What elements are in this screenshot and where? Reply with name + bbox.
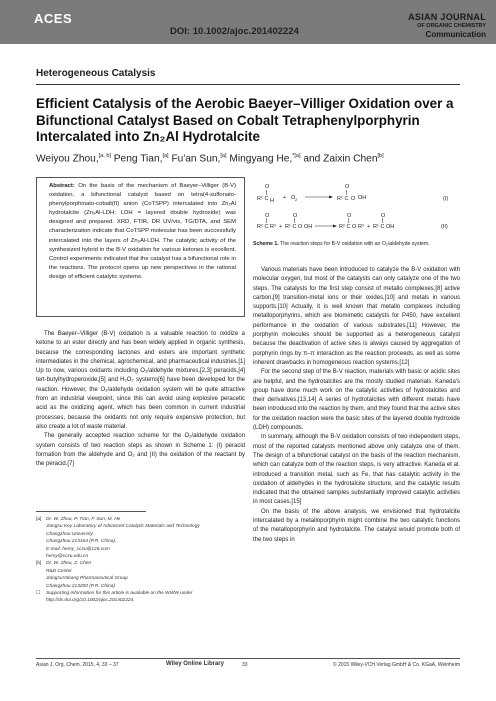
body-paragraph: Various materials have been introduced to catalyze the B-V oxidation with molecular oxygen, but most of the catalysts can only catalyze one of the two steps. The catalysts for the first step consist of metallo complexes,[8] active carbon,[9] transition-metal ions or their oxides,[10] and metals in various supports.[10] Actually, it is well known that metallo complexes including metalloporphyrins, which are biomimetic catalysts for P450, have excellent performance in the oxidation of various substrates.[11] However, the porphyrin molecules should be supported as a heterogeneous catalyst because the deactivation of active sites is always caused by aggregation of porphyrin rings by π–π interaction as the reaction proceeds, as well as some inherent drawbacks in homogeneous reaction systems.[12] bbox=[253, 267, 460, 366]
svg-text:C: C bbox=[264, 224, 269, 230]
affiliation-line: Dr. W. Zhou, P. Tian, F. Sun, M. He bbox=[46, 517, 121, 522]
author-list bbox=[36, 150, 466, 165]
svg-text:R¹: R¹ bbox=[257, 196, 263, 202]
author-name: Fu'an Sun, bbox=[171, 153, 221, 165]
author-name: and Zaixin Chen bbox=[303, 153, 378, 165]
article-type: Communication bbox=[425, 30, 486, 39]
svg-text:R¹: R¹ bbox=[373, 224, 379, 230]
abstract-label: Abstract: bbox=[49, 183, 75, 189]
journal-logo bbox=[408, 12, 486, 39]
wiley-online-library-link[interactable]: Wiley Online Library bbox=[166, 661, 224, 667]
svg-text:R³: R³ bbox=[358, 224, 364, 230]
svg-text:O: O bbox=[352, 224, 357, 230]
doi-link[interactable]: DOI: 10.1002/ajoc.201402224 bbox=[170, 26, 299, 37]
author-name: Mingyang He, bbox=[229, 153, 293, 165]
affiliation-divider bbox=[36, 511, 146, 512]
equation-number-1: (I) bbox=[443, 196, 449, 202]
affiliation-label: [a] bbox=[36, 517, 42, 522]
scheme-1-reaction-diagram bbox=[253, 180, 460, 240]
svg-text:+: + bbox=[283, 195, 287, 201]
svg-text:C: C bbox=[346, 224, 351, 230]
affiliation-entry bbox=[36, 590, 245, 605]
svg-text:O: O bbox=[291, 195, 296, 201]
article-title: Efficient Catalysis of the Aerobic Baeyer–Villiger Oxidation over a Bifunctional Catalyst Based on Cobalt Tetraphenylporphyrin Intercalated into Zn₂Al Hydrotalcite bbox=[36, 96, 454, 144]
svg-text:O: O bbox=[265, 184, 270, 190]
svg-text:C: C bbox=[380, 224, 385, 230]
svg-text:OH: OH bbox=[304, 224, 313, 230]
author-affiliation-mark: [a, b] bbox=[98, 153, 111, 159]
author-name: Weiyou Zhou, bbox=[36, 153, 99, 165]
journal-name-line2: OF ORGANIC CHEMISTRY bbox=[417, 23, 486, 29]
scheme-caption bbox=[253, 241, 460, 248]
abstract-text: On the basis of the mechanism of Baeyer–Villiger (B-V) oxidation, a bifunctional catalyst based on tetra(4-sulfonato-phenylporphinato-cobalt(II) anion (CoTSPP) intercalated into Zn₂Al hydrotalcite (Zn₂Al-LDH; LDH = layered double hydroxide) was designed and prepared. XRD, FTIR, DR UV/vis, TG/DTA, and SEM characterization indicate that CoTSPP molecular has been successfully intercalated into the layers of Zn₂Al-LDH. The catalytic activity of the synthesized hybrid in the B-V oxidation for various ketones is excellent. Control experiments indicated that the catalyst has a bifunctional role in the reactions. The protocol opens up new perspectives in the rational design of efficient catalytic systems. bbox=[49, 183, 236, 280]
author-affiliation-mark: *[a] bbox=[292, 153, 301, 159]
section-heading: Heterogeneous Catalysis bbox=[36, 68, 156, 79]
svg-text:+: + bbox=[367, 224, 371, 230]
svg-text:R³: R³ bbox=[270, 224, 276, 230]
svg-text:+: + bbox=[279, 224, 283, 230]
svg-text:C: C bbox=[264, 196, 269, 202]
footer-divider bbox=[36, 658, 460, 659]
affiliation-line: Changzhou University bbox=[46, 531, 93, 537]
affiliation-line: Changzhou 213164 (P.R. China), bbox=[46, 539, 117, 545]
affiliations bbox=[36, 516, 245, 605]
author-affiliation-mark: [b] bbox=[377, 153, 384, 159]
svg-text:R¹: R¹ bbox=[285, 224, 291, 230]
journal-name-line1: ASIAN JOURNAL bbox=[408, 12, 486, 22]
author-name: Peng Tian, bbox=[113, 153, 163, 165]
affiliation-line: http://dx.doi.org/10.1002/ajoc.201402224. bbox=[46, 598, 135, 604]
section-divider bbox=[36, 84, 460, 85]
affiliation-line: Changzhou 213200 (P.R. China) bbox=[46, 583, 115, 589]
right-column-body bbox=[253, 266, 460, 545]
author-affiliation-mark: [a] bbox=[220, 153, 227, 159]
citation: Asian J. Org. Chem. 2015, 4, 33 – 37 bbox=[36, 662, 119, 668]
body-paragraph: For the second step of the B-V reaction, materials with basic or acidic sites are helpful, and the hydrotalcites are the mostly studied materials. Kaneda's group have done much work on the catalytic activities of hydrotalcites and their derivatives.[13,14] A series of hydrotalcites with different metals have been introduced into the reaction by them, and they found that the active sites for the oxidation reaction were the basic sites of the layered double hydroxide (LDH) compounds. bbox=[253, 369, 460, 432]
affiliation-line: Supporting information for this article is available on the WWW under bbox=[46, 591, 193, 597]
svg-text:C: C bbox=[344, 196, 349, 202]
svg-text:R²: R² bbox=[339, 224, 345, 230]
svg-text:O: O bbox=[265, 213, 270, 219]
affiliation-label: ☐ bbox=[36, 591, 41, 597]
affiliation-line: E-mail: hemy_cczu@126.com bbox=[46, 546, 110, 552]
scheme-caption-text: The reaction steps for B-V oxidation with an O₂/aldehyde system. bbox=[280, 241, 430, 247]
body-paragraph: In summary, although the B-V oxidation consists of two independent steps, most of the reported catalysts mentioned above only catalyze one of them. The design of a bifunctional catalyst on the basis of the reaction mechanism, which can catalyze both of the reaction steps, is very attractive. Kaneda et al. introduced a transition metal, such as Fe, that has catalytic activity in the oxidation of aldehydes in the hydrotalcite structure, and the catalytic results indicated that the obtained samples substantially improved catalytic activities in most cases.[15] bbox=[253, 434, 460, 506]
affiliation-line: Dr. W. Zhou, Z. Chen bbox=[46, 561, 92, 567]
author-affiliation-mark: [a] bbox=[162, 153, 169, 159]
affiliation-line: R&D Center bbox=[46, 568, 72, 574]
svg-text:OH: OH bbox=[358, 195, 367, 201]
body-paragraph: On the basis of the above analysis, we envisioned that hydrotalcite intercalated by a metalloporphyrin might combine the two catalytic functions of the metalloporphyrin and hydrotalcite. The catalyst would promote both of the two steps in bbox=[253, 508, 460, 543]
affiliation-entry bbox=[36, 560, 245, 590]
svg-text:O: O bbox=[381, 213, 386, 219]
svg-text:O: O bbox=[298, 224, 303, 230]
svg-text:OH: OH bbox=[386, 224, 395, 230]
svg-text:O: O bbox=[345, 184, 350, 190]
left-column-body bbox=[36, 330, 245, 469]
affiliation-entry bbox=[36, 516, 245, 560]
svg-text:O: O bbox=[347, 213, 352, 219]
publisher-logo: ACES bbox=[34, 11, 73, 26]
affiliation-line: Jiangsu Key Laboratory of Advanced Catalytic Materials and Technology bbox=[46, 524, 200, 530]
affiliation-label: [b] bbox=[36, 561, 42, 567]
affiliation-line: hemy@cczu.edu.cn bbox=[46, 554, 89, 560]
abstract-box bbox=[36, 177, 245, 317]
svg-text:R¹: R¹ bbox=[337, 196, 343, 202]
scheme-caption-label: Scheme 1. bbox=[253, 241, 279, 247]
body-paragraph: The Baeyer–Villiger (B-V) oxidation is a valuable reaction to oxidize a ketone to an ester directly and has been widely applied in organic synthesis, because the corresponding lactones and esters are important synthetic intermediates in the chemical, agrochemical, and pharmaceutical industries.[1] Up to now, various oxidants including O₂/aldehyde mixtures,[2,3] peracids,[4] tert-butylhydroperoxide,[5] and H₂O₂ systems[6] have been developed for the reaction. However, the O₂/aldehyde oxidation system will be quite attractive from an industrial viewpoint, since this can avoid using explosive peracetic acid as the oxidizing agent, which has been common in current industrial processes, because the oxidants not only require expensive protection, but also create a lot of waste material. bbox=[36, 331, 245, 430]
reaction-step-2 bbox=[257, 213, 448, 230]
svg-text:R²: R² bbox=[257, 224, 263, 230]
affiliation-line: JiangsuYabang Pharmaceutical Group bbox=[46, 576, 128, 582]
svg-text:O: O bbox=[351, 196, 356, 202]
svg-text:H: H bbox=[270, 198, 274, 204]
reaction-step-1 bbox=[257, 184, 448, 204]
copyright: © 2015 Wiley-VCH Verlag GmbH & Co. KGaA, Weinheim bbox=[333, 662, 460, 668]
equation-number-2: (II) bbox=[441, 224, 448, 230]
header-bar bbox=[0, 0, 496, 44]
body-paragraph: The generally accepted reaction scheme for the O₂/aldehyde oxidation system consists of two reaction steps as shown in Scheme 1: (I) peracid formation from the aldehyde and O₂ and (II) the oxidation of the reactant by the peracid.[7] bbox=[36, 433, 245, 468]
svg-text:O: O bbox=[293, 213, 298, 219]
svg-text:C: C bbox=[292, 224, 297, 230]
svg-text:2: 2 bbox=[295, 197, 298, 202]
page-number: 33 bbox=[242, 662, 248, 668]
